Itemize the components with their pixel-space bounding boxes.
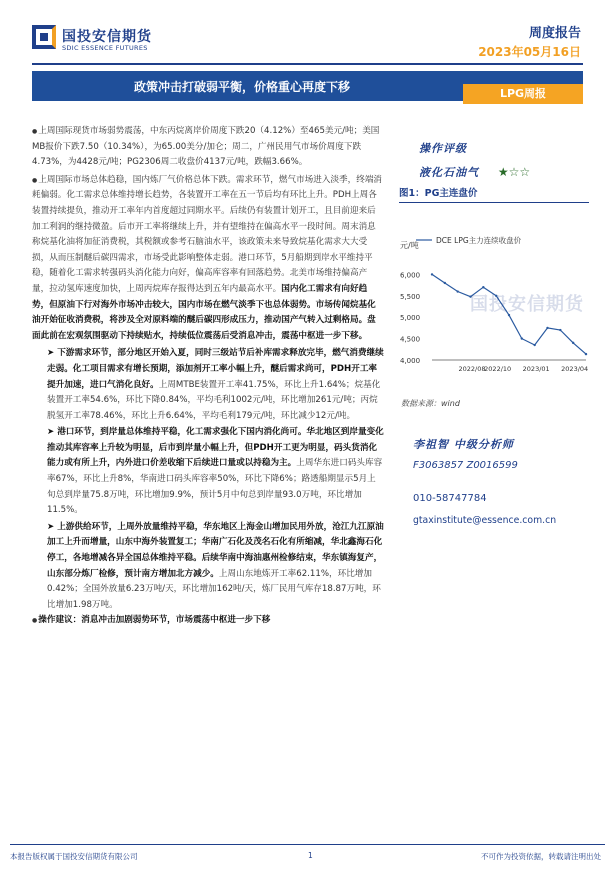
- data-point: [456, 290, 458, 292]
- analyst-email[interactable]: gtaxinstitute@essence.com.cn: [413, 515, 557, 526]
- report-type: 周度报告: [528, 26, 581, 41]
- downstream-section: ➤ 下游需求环节，部分地区开始入夏，同时三级站节后补库需求释放完毕，燃气消费继续走弱。化工项目需求有增长预期，添加剂开工率小幅上升，醚后需求尚可，PDH开工率提升加速，进口气消化良好。上周MTBE装置开工率41.75%，环比上升1.64%；烷基化装置开工率54.6%，环比下降0.84%，平均毛利1002元/吨，环比增加261元/吨；丙烷脱氢开工率78.46%，环比上升6.64%，平均毛利179元/吨，环比减少12元/吨。: [47, 348, 384, 421]
- watermark: 国投安信期货: [470, 294, 584, 315]
- analyst-cert: F3063857 Z0016599: [413, 460, 518, 471]
- legend-label: DCE LPG主力连续收盘价: [436, 236, 522, 245]
- x-tick-label: 2022/08: [458, 365, 486, 373]
- arrow-icon: ➤: [47, 348, 55, 359]
- data-point: [572, 342, 574, 344]
- y-tick-label: 6,000: [400, 271, 421, 280]
- operation-advice: ● 操作建议：消息冲击加剧弱势环节，市场震荡中枢进一步下移: [32, 613, 384, 629]
- title-bar: [32, 71, 583, 101]
- x-tick-label: 2023/04: [561, 365, 589, 373]
- rating-panel: [399, 140, 589, 180]
- brand-name-cn: 国投安信期货: [62, 29, 152, 45]
- data-point: [559, 329, 561, 331]
- market-summary: ● 上周国际现货市场弱势震荡，中东丙烷离岸价周度下跌20（4.12%）至465美元/吨；美国MB报价下跌7.50（10.34%），为65.00美分/加仑；周二，广州民用气市场价周度下跌4.73%，为4428元/吨；PG2306周二收盘价4137元/吨，跌幅3.66%。: [32, 124, 384, 171]
- y-tick-label: 5,000: [400, 314, 421, 323]
- data-point: [585, 353, 587, 355]
- report-tag: LPG周报: [463, 84, 583, 104]
- data-point: [533, 344, 535, 346]
- weekly-analysis: ● 上周国际市场总体趋稳，国内炼厂气价格总体下跌。需求环节，燃气市场进入淡季，终端消耗偏弱。化工需求总体维持增长趋势，各装置开工率在五一节后均有环比上升。PDH上周各装置持续提负，推动开工率年内首度超过同期水平。后续仍有装置计划开工，且目前迎来后加工利润的继持微盈。后市开工率将继续上升，并有望维持在偏高水平一段时间。周末消息称烷基化油将加征消费税，其税额或参考石脑油水平，该政策未来导致烷基化需求大大受损，从而压制醚后碳四需求，市场受此影响整体走弱。港口环节，5月船期到岸水平维持平稳，随着化工需求转强码头消化能力向好，偏高库容率有回落趋势。北美市场维持偏高产量，拉动氢库速度加快，上周丙烷库存报得达到五年内最高水平。国内化工需求有向好趋势，但原油下行对海外市场冲击较大，国内市场在燃气淡季下也总体弱势。市场传闻烷基化油开始征收消费税，将涉及全对原料端的醚后碳四形成压力，推动国产气转入过剩格局。盘面此前在宏观氛围驱动下持续贴水，持续低位震荡后受消息冲击，震荡中枢进一步下移。: [32, 173, 384, 345]
- star-rating-icon: ★☆☆: [497, 165, 531, 179]
- data-point: [546, 327, 548, 329]
- main-text: [32, 124, 384, 629]
- data-point: [431, 273, 433, 275]
- report-date: 2023年05月16日: [478, 45, 581, 59]
- rating-product: 液化石油气: [419, 166, 479, 179]
- port-section: ➤ 港口环节，到岸量总体维持平稳，化工需求强化下国内消化尚可。华北地区到岸量变化推动其库容率上升较为明显，后市到岸量小幅上升，但PDH开工更为明显，码头货消化能力或有所上升，内外进口价差收缩下后续进口量或以持稳为主。上周华东进口码头库容率67%，环比上升8%，华南进口码头库容率50%，环比下降6%；路透船期显示5月上旬总到岸量75.8万吨，环比增加9.9%，预计5月中旬总到岸量93.0万吨，环比增加11.5%。: [47, 427, 384, 516]
- x-tick-label: 2023/01: [522, 365, 550, 373]
- y-axis-label: 元/吨: [400, 241, 419, 250]
- brand-name-en: SDIC ESSENCE FUTURES: [62, 44, 148, 52]
- arrow-icon: ➤: [47, 427, 55, 438]
- supply-section: ➤ 上游供给环节，上周外放量维持平稳，华东地区上海金山增加民用外放，沧江九江原油加工上升而增量，山东中海外装置复工；华南广石化及茂名石化有所缩减，华北鑫海石化停工，各地增减各异全国总体维持平稳。后续华南中海油惠州检修结束，华东镇海复产，山东部分炼厂检修，预计南方增加北方减少。上周山东地炼开工率62.11%，环比增加0.42%；全国外放量6.23万吨/天，环比增加162吨/天，炼厂民用气库存18.87万吨，环比增加1.98万吨。: [47, 521, 384, 610]
- footer-disclaimer: 不可作为投资依据，转载请注明出处: [481, 852, 601, 861]
- analyst-phone: 010-58747784: [413, 493, 487, 504]
- data-point: [521, 337, 523, 339]
- x-tick-label: 2022/10: [484, 365, 512, 373]
- page-title: 政策冲击打破弱平衡，价格重心再度下移: [133, 80, 350, 94]
- company-logo: [32, 25, 56, 49]
- data-point: [444, 282, 446, 284]
- y-tick-label: 4,500: [400, 335, 421, 344]
- rating-title: 操作评级: [419, 142, 467, 155]
- y-tick-label: 5,500: [400, 292, 421, 301]
- header-divider: [32, 63, 583, 65]
- figure-title: 图1：PG主连盘价: [399, 185, 589, 203]
- data-source: 数据来源：wind: [401, 399, 460, 408]
- arrow-icon: ➤: [47, 521, 55, 532]
- y-tick-label: 4,000: [400, 357, 421, 365]
- footer-copyright: 本报告版权属于国投安信期货有限公司: [10, 852, 138, 861]
- rating-row: [419, 164, 589, 180]
- data-point: [482, 286, 484, 288]
- page-number: 1: [308, 851, 313, 860]
- footer-divider: [10, 844, 605, 845]
- analyst-name: 李祖智 中级分析师: [413, 438, 514, 451]
